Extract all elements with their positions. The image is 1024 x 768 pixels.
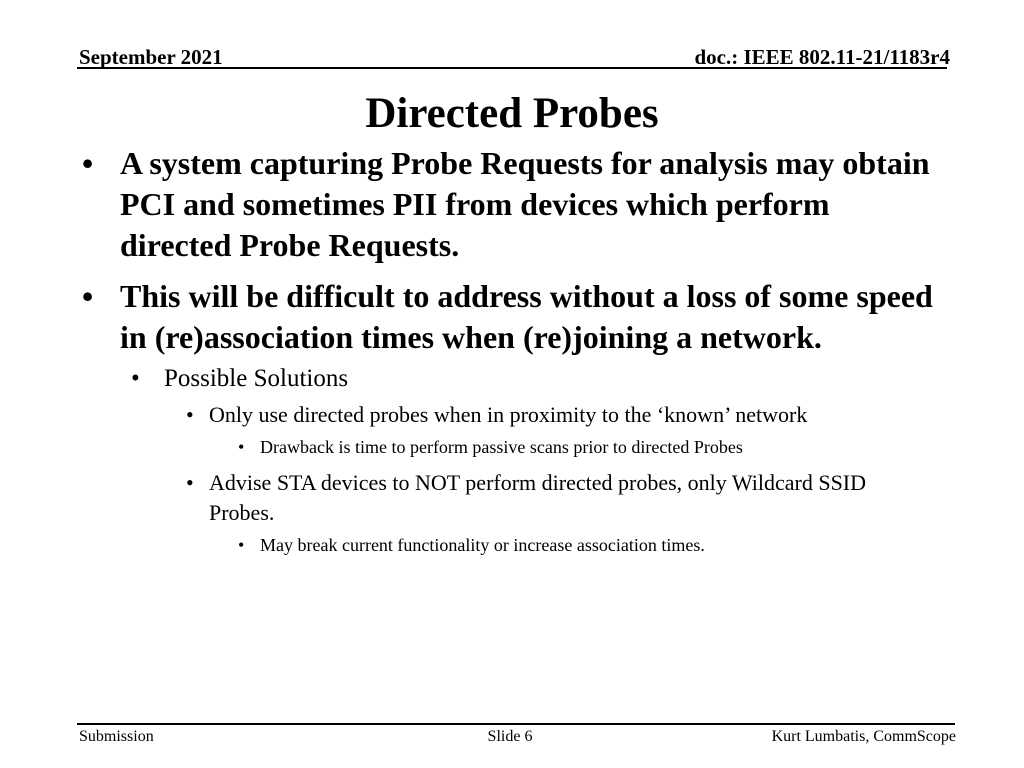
footer-submission: Submission <box>79 728 154 745</box>
footer-slide-number: Slide 6 <box>487 728 533 745</box>
header-date: September 2021 <box>79 45 223 69</box>
bullet-marker: • <box>131 365 140 392</box>
bullet-text: A system capturing Probe Requests for analysis may obtain PCI and sometimes PII from devices which perform directed Probe Requests. <box>120 145 930 263</box>
solution-text: Only use directed probes when in proximity to the ‘known’ network <box>209 402 808 427</box>
solution-note <box>235 434 940 460</box>
sub-bullet-text: Possible Solutions <box>164 365 349 392</box>
bullet-marker: • <box>238 437 245 457</box>
bullet-marker: • <box>238 535 245 555</box>
solution-item <box>183 468 909 528</box>
solution-text: Advise STA devices to NOT perform directed probes, only Wildcard SSID Probes. <box>209 470 867 525</box>
bullet-marker: • <box>186 470 194 495</box>
header-doc-id: doc.: IEEE 802.11-21/1183r4 <box>694 45 950 69</box>
bullet-item <box>80 276 940 358</box>
slide-title: Directed Probes <box>365 90 659 137</box>
bullet-marker: • <box>82 278 94 314</box>
solution-item <box>183 400 909 430</box>
solution-note-text: May break current functionality or increase association times. <box>260 535 705 555</box>
bullet-text: This will be difficult to address without a loss of some speed in (re)association times when (re)joining a network. <box>120 278 933 355</box>
sub-bullet-item <box>128 362 940 396</box>
solution-note-text: Drawback is time to perform passive scans prior to directed Probes <box>260 437 743 457</box>
bullet-marker: • <box>186 402 194 427</box>
footer-rule <box>77 723 955 725</box>
header-rule <box>77 67 947 69</box>
bullet-marker: • <box>82 145 94 181</box>
footer-author: Kurt Lumbatis, CommScope <box>771 728 956 745</box>
solution-note <box>235 532 940 558</box>
bullet-item <box>80 143 940 266</box>
slide-content <box>80 143 940 566</box>
